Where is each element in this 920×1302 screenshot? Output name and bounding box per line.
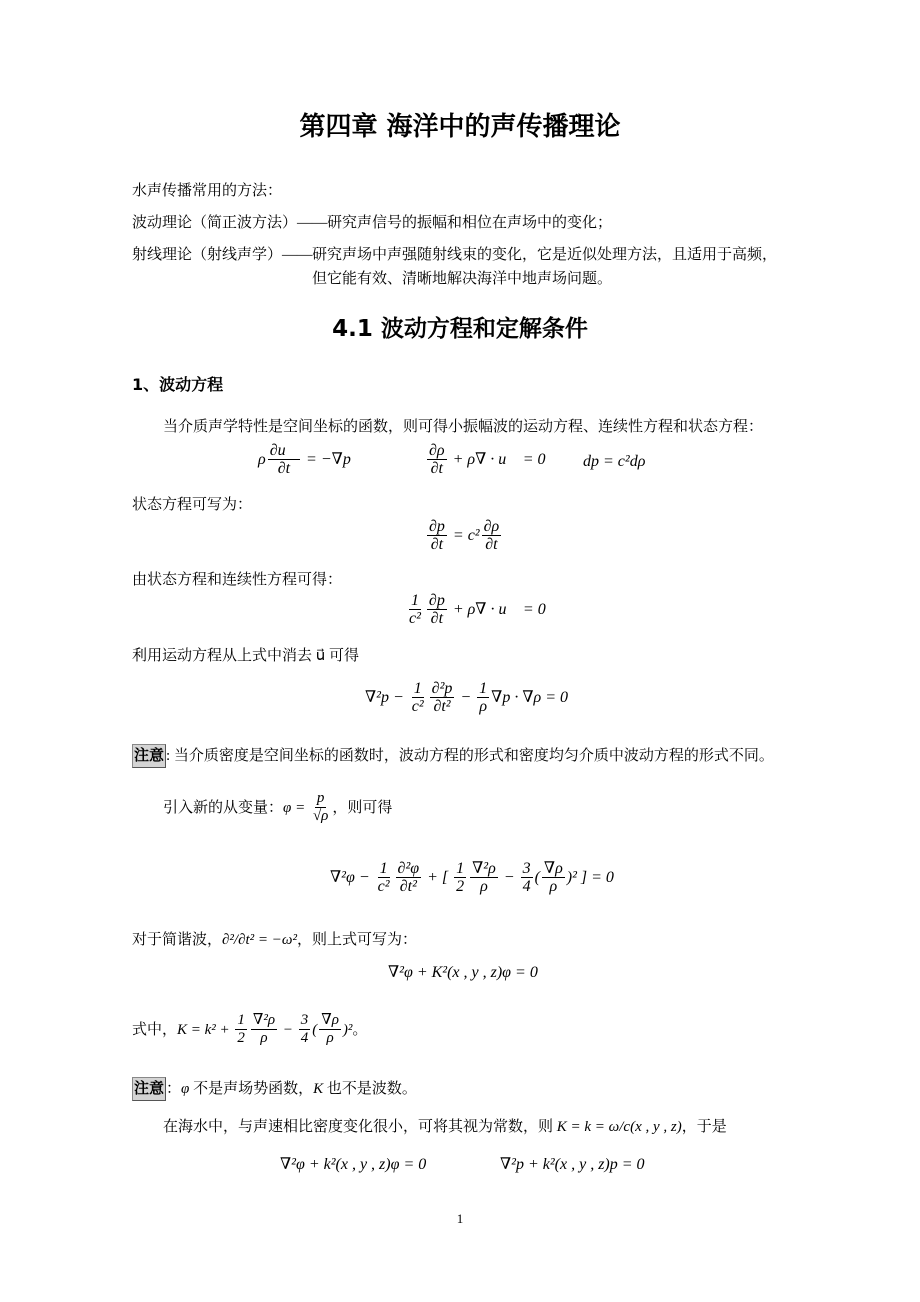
fraction-denominator: c² <box>377 878 390 895</box>
fraction-numerator: ∇²ρ <box>472 860 496 877</box>
math-term: )² <box>342 1021 353 1038</box>
fraction-denominator: ρ <box>326 1030 334 1046</box>
text-run: ，于是 <box>681 1119 727 1135</box>
equation-helmholtz-K <box>388 962 538 984</box>
equation-wave <box>365 680 568 715</box>
intro-line: 但它能有效、清晰地解决海洋中地声场问题。 <box>312 271 613 287</box>
math-term: ( <box>312 1021 318 1038</box>
note-text: : 当介质密度是空间坐标的函数时，波动方程的形式和密度均匀介质中波动方程的形式不同。 <box>166 748 774 764</box>
fraction <box>376 860 392 895</box>
fraction <box>311 790 330 825</box>
fraction-denominator: c² <box>411 698 424 715</box>
fraction <box>427 442 447 477</box>
paragraph <box>163 790 392 825</box>
fraction <box>407 592 423 627</box>
equation-helmholtz-p <box>500 1154 645 1176</box>
fraction <box>542 860 565 895</box>
text-run: 。 <box>352 1021 368 1038</box>
paragraph: 当介质声学特性是空间坐标的函数，则可得小振幅波的运动方程、连续性方程和状态方程： <box>163 419 764 435</box>
fraction-numerator: 1 <box>410 592 419 609</box>
math-term: K = k² + <box>177 1021 234 1038</box>
text-run: u⃗ <box>315 648 326 664</box>
fraction-numerator: 1 <box>379 860 388 877</box>
fraction <box>430 680 455 715</box>
paragraph <box>132 645 359 667</box>
fraction-denominator: c² <box>409 610 421 627</box>
fraction-numerator: 3 <box>300 1012 309 1028</box>
fraction-numerator: 3 <box>522 860 531 877</box>
note-text <box>166 1078 417 1100</box>
note <box>132 1077 417 1101</box>
fraction-denominator: ρ <box>260 1030 268 1046</box>
math-term: − <box>456 688 476 706</box>
math-term: φ = <box>283 799 309 816</box>
fraction-denominator: ∂t² <box>399 878 417 895</box>
math-term: = −∇p <box>302 450 351 468</box>
fraction-denominator: 2 <box>456 878 465 895</box>
math-term: φ <box>181 1081 190 1097</box>
math-term: ∇²φ + k²(x , y , z)φ = 0 <box>280 1156 427 1173</box>
text-run: ，则可得 <box>332 799 393 816</box>
fraction-numerator: 1 <box>237 1012 245 1028</box>
fraction-numerator: ∂u⃗ <box>269 442 299 459</box>
fraction-denominator: ρ <box>549 878 558 895</box>
math-term: + [ <box>423 868 453 886</box>
math-term: )² ] = 0 <box>566 868 614 886</box>
fraction-numerator: ∇ρ <box>321 1012 339 1028</box>
fraction <box>427 518 447 553</box>
math-term: − <box>499 868 519 886</box>
text-run: 式中， <box>132 1021 178 1038</box>
equation-state <box>583 451 645 473</box>
fraction-denominator: 2 <box>237 1030 245 1046</box>
math-term: ∇²φ + K²(x , y , z)φ = 0 <box>388 964 538 981</box>
fraction-numerator: ∂ρ <box>483 518 500 535</box>
fraction-denominator: ∂t <box>430 536 444 553</box>
fraction <box>454 860 466 895</box>
text-run: 可得 <box>325 648 360 664</box>
text-run: ： <box>166 1081 182 1097</box>
fraction <box>477 680 489 715</box>
fraction-numerator: ∂²φ <box>397 860 420 877</box>
fraction-denominator: ∂t² <box>433 698 451 715</box>
fraction <box>319 1012 341 1047</box>
page-number: 1 <box>456 1211 464 1226</box>
fraction <box>268 442 300 477</box>
fraction-denominator: ρ <box>480 878 488 895</box>
note-label: 注意 <box>132 1077 166 1101</box>
fraction <box>427 592 447 627</box>
math-term: ∇²φ − <box>330 868 374 886</box>
math-term: + ρ∇ · u⃗ = 0 <box>448 450 546 468</box>
math-term: ρ <box>258 450 266 468</box>
fraction <box>521 860 533 895</box>
math-term: ∇²p − <box>365 688 408 706</box>
fraction-numerator: 1 <box>479 680 488 697</box>
fraction-numerator: ∇ρ <box>543 860 563 877</box>
text-run: ，则上式可写为： <box>297 932 418 948</box>
paragraph <box>132 929 417 951</box>
fraction <box>410 680 426 715</box>
paragraph <box>132 1012 367 1047</box>
fraction-denominator: ∂t <box>430 610 444 627</box>
fraction-numerator: p <box>316 790 325 806</box>
text-run: 也不是波数。 <box>323 1081 417 1097</box>
section-heading: 4.1 波动方程和定解条件 <box>332 316 588 342</box>
fraction-numerator: ∂ρ <box>429 442 445 459</box>
fraction-numerator: ∇²ρ <box>252 1012 276 1028</box>
math-term: K <box>313 1081 324 1097</box>
text-run: 引入新的从变量： <box>163 799 284 816</box>
fraction <box>482 518 502 553</box>
math-term: − <box>279 1021 297 1038</box>
note-label: 注意 <box>132 744 166 768</box>
math-term: ∂²/∂t² = −ω² <box>222 932 298 948</box>
subsection-heading: 1、波动方程 <box>132 375 224 394</box>
fraction-numerator: 1 <box>456 860 465 877</box>
fraction-denominator: 4 <box>522 878 531 895</box>
note <box>132 744 774 768</box>
text-run: 不是声场势函数， <box>189 1081 314 1097</box>
fraction-numerator: ∂p <box>428 592 445 609</box>
equation-continuity <box>425 442 545 477</box>
paragraph: 由状态方程和连续性方程可得： <box>132 572 343 588</box>
intro-line: 射线理论（射线声学）——研究声场中声强随射线束的变化，它是近似处理方法，且适用于高频， <box>132 247 778 263</box>
math-term: ∇p · ∇ρ = 0 <box>491 688 568 706</box>
math-term: = c² <box>448 526 480 544</box>
fraction-denominator: √ρ <box>312 808 329 824</box>
fraction-numerator: ∂p <box>429 518 445 535</box>
text-run: 在海水中，与声速相比密度变化很小，可将其视为常数，则 <box>163 1119 557 1135</box>
equation-helmholtz-phi <box>280 1154 426 1176</box>
math-term: K = k = ω/c(x , y , z) <box>556 1119 682 1135</box>
paragraph <box>163 1116 727 1138</box>
fraction-denominator: 4 <box>300 1030 309 1046</box>
fraction-denominator: ρ <box>479 698 488 715</box>
math-term: dp = c²dρ <box>583 453 646 470</box>
intro-line: 水声传播常用的方法： <box>132 183 283 199</box>
fraction-denominator: ∂t <box>277 460 291 477</box>
math-term: ( <box>534 868 540 886</box>
math-term: + ρ∇ · u⃗ = 0 <box>448 600 546 618</box>
fraction <box>470 860 498 895</box>
fraction-denominator: ∂t <box>430 460 443 477</box>
fraction-denominator: ∂t <box>485 536 498 553</box>
fraction <box>235 1012 247 1047</box>
text-run: 利用运动方程从上式中消去 <box>132 648 316 664</box>
math-term: ∇²p + k²(x , y , z)p = 0 <box>500 1156 645 1173</box>
intro-line: 波动理论（简正波方法）——研究声信号的振幅和相位在声场中的变化； <box>132 215 613 231</box>
equation-combined <box>405 592 546 627</box>
fraction-numerator: 1 <box>413 680 422 697</box>
fraction <box>251 1012 277 1047</box>
paragraph: 状态方程可写为： <box>132 497 253 513</box>
equation-motion <box>258 442 351 477</box>
fraction-numerator: ∂²p <box>431 680 453 697</box>
fraction <box>396 860 422 895</box>
chapter-title: 第四章 海洋中的声传播理论 <box>299 112 621 142</box>
equation-wave-phi <box>330 860 614 895</box>
equation-state2 <box>425 518 503 553</box>
fraction <box>299 1012 311 1047</box>
text-run: 对于简谐波， <box>132 932 223 948</box>
